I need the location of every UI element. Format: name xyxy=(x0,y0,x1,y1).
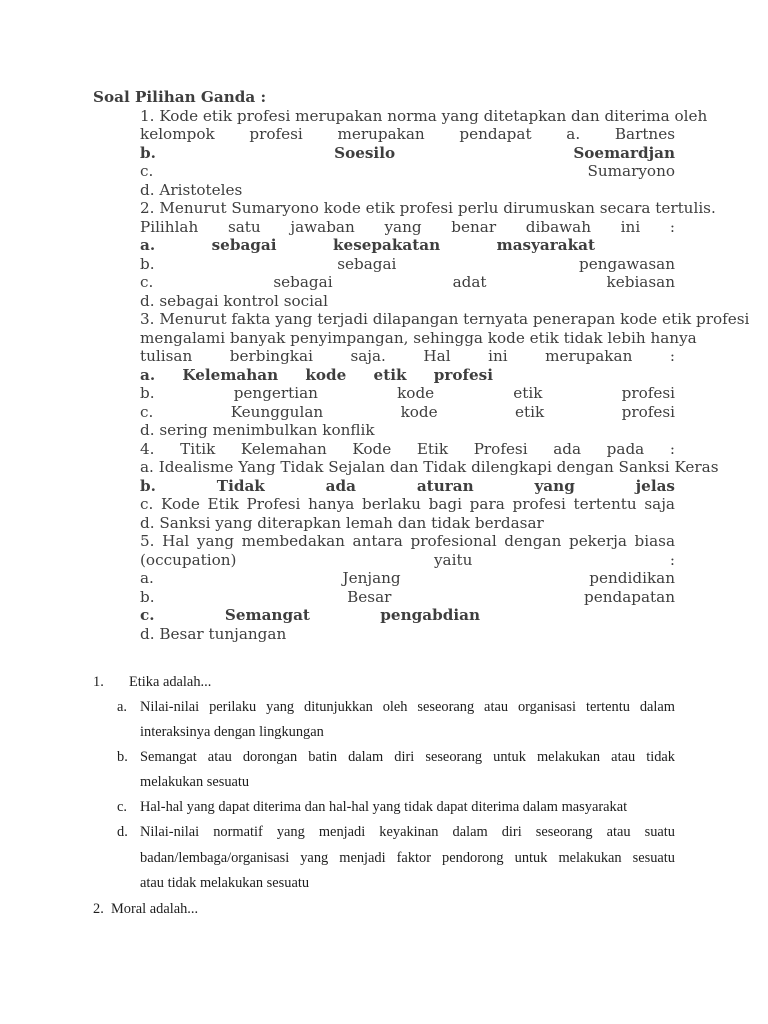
option-line: b. Tidak ada aturan yang jelas xyxy=(140,476,675,495)
option-text: atau tidak melakukan sesuatu xyxy=(140,875,310,891)
multiple-choice-section xyxy=(93,88,750,643)
option-text: Semangat atau dorongan batin dalam diri seseorang untuk melakukan atau tidak xyxy=(140,749,675,765)
question-line: 2. Menurut Sumaryono kode etik profesi perlu dirumuskan secara tertulis. xyxy=(140,199,716,217)
option-line: a. Kelemahan kode etik profesi xyxy=(140,365,493,384)
option-line: b. Besar pendapatan xyxy=(140,587,675,606)
option-line: a. Idealisme Yang Tidak Sejalan dan Tidak dilengkapi dengan Sanksi Keras xyxy=(140,458,719,476)
question-text: Etika adalah... xyxy=(129,674,212,690)
question-list xyxy=(140,106,750,644)
option-line: d. Besar tunjangan xyxy=(140,624,287,643)
option-text: Nilai-nilai normatif yang menjadi keyakinan dalam diri seseorang atau suatu xyxy=(140,824,675,840)
question-number: 1. xyxy=(93,674,104,690)
option-line: c. sebagai adat kebiasan xyxy=(140,273,675,291)
option-line: c. Semangat pengabdian xyxy=(140,606,480,624)
option-line: b. Soesilo Soemardjan xyxy=(140,143,675,162)
question-line: 3. Menurut fakta yang terjadi dilapangan ternyata penerapan kode etik profesi xyxy=(140,310,750,328)
question-line: kelompok profesi merupakan pendapat a. Bartnes xyxy=(140,125,675,143)
question-line: 5. Hal yang membedakan antara profesional dengan pekerja biasa xyxy=(140,532,675,550)
option-text: interaksinya dengan lingkungan xyxy=(140,724,324,740)
option-letter: c. xyxy=(117,799,127,815)
question-line: 4. Titik Kelemahan Kode Etik Profesi ada pada : xyxy=(140,439,675,458)
option-line: c. Kode Etik Profesi hanya berlaku bagi para profesi tertentu saja xyxy=(140,495,675,513)
option-line: d. Aristoteles xyxy=(140,180,243,199)
option-line: c. Keunggulan kode etik profesi xyxy=(140,402,675,421)
question-text: 2. Moral adalah... xyxy=(93,901,199,917)
section-title: Soal Pilihan Ganda : xyxy=(93,88,267,106)
question-line: tulisan berbingkai saja. Hal ini merupakan : xyxy=(140,347,675,365)
option-text: Nilai-nilai perilaku yang ditunjukkan oleh seseorang atau organisasi tertentu dalam xyxy=(140,699,675,715)
option-line: d. Sanksi yang diterapkan lemah dan tidak berdasar xyxy=(140,513,544,532)
option-text: melakukan sesuatu xyxy=(140,774,250,790)
option-line: a. Jenjang pendidikan xyxy=(140,569,675,587)
question-line: Pilihlah satu jawaban yang benar dibawah ini : xyxy=(140,217,675,236)
option-letter: a. xyxy=(117,699,127,715)
option-line: d. sebagai kontrol social xyxy=(140,291,328,310)
option-letter: d. xyxy=(117,824,128,840)
option-line: c. Sumaryono xyxy=(140,162,675,180)
option-line: b. pengertian kode etik profesi xyxy=(140,384,675,402)
option-line: b. sebagai pengawasan xyxy=(140,254,675,273)
option-line: a. sebagai kesepakatan masyarakat xyxy=(140,236,595,254)
question-line: 1. Kode etik profesi merupakan norma yang ditetapkan dan diterima oleh xyxy=(140,106,708,125)
question-line: (occupation) yaitu : xyxy=(140,550,675,569)
option-line: d. sering menimbulkan konflik xyxy=(140,421,375,439)
option-text: badan/lembaga/organisasi yang menjadi faktor pendorong untuk melakukan sesuatu xyxy=(140,850,675,866)
option-letter: b. xyxy=(117,749,128,765)
option-text: Hal-hal yang dapat diterima dan hal-hal yang tidak dapat diterima dalam masyarakat xyxy=(140,799,628,815)
question-line: mengalami banyak penyimpangan, sehingga kode etik tidak lebih hanya xyxy=(140,328,697,347)
